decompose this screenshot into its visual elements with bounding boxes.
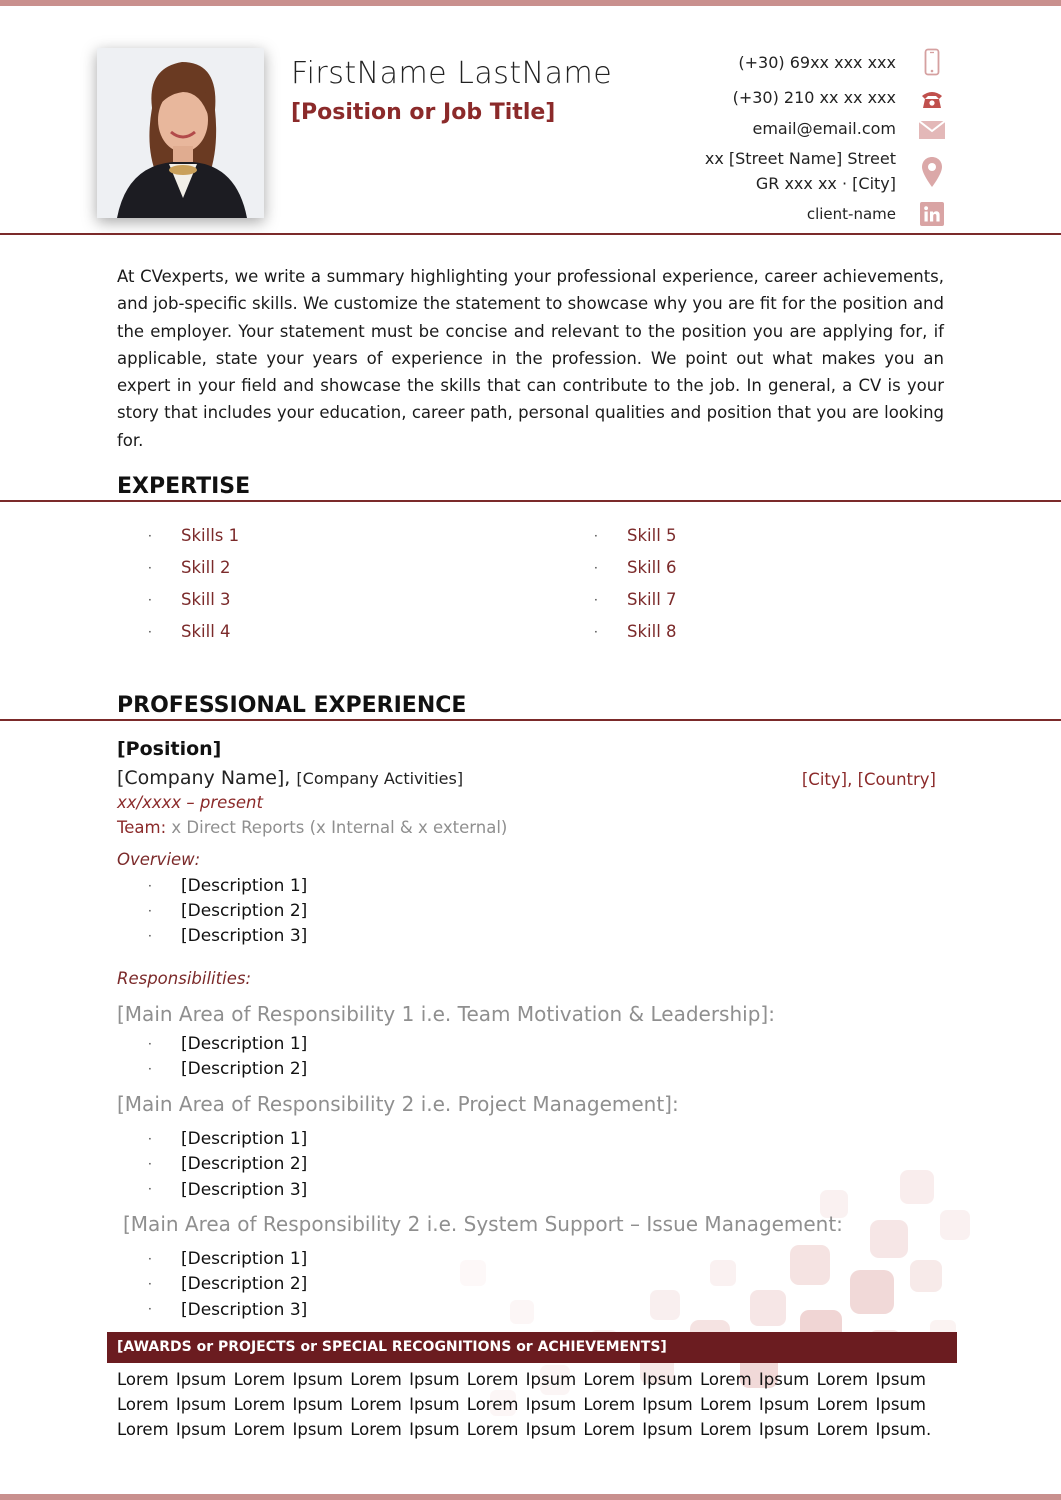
- experience-divider: [0, 719, 1061, 721]
- list-bullet: ·: [148, 1182, 152, 1196]
- profile-photo: [97, 48, 264, 218]
- company-activities: [Company Activities]: [296, 769, 464, 788]
- employment-dates: xx/xxxx – present: [117, 793, 263, 812]
- location-pin-icon: [919, 157, 945, 187]
- skill-item: Skill 4: [181, 622, 231, 641]
- awards-text-line: Lorem Ipsum Lorem Ipsum Lorem Ipsum Lorem Ipsum Lorem Ipsum Lorem Ipsum Lorem Ipsum.: [117, 1420, 932, 1439]
- responsibility-item: [Description 3]: [181, 1180, 308, 1200]
- responsibility-item: [Description 1]: [181, 1034, 308, 1054]
- skill-item: Skill 6: [627, 558, 677, 577]
- skill-bullet: ·: [148, 593, 152, 607]
- mobile-phone-icon: [919, 49, 945, 75]
- linkedin-handle[interactable]: client-name: [806, 205, 896, 223]
- skill-item: Skill 5: [627, 526, 677, 545]
- awards-heading-bar: [AWARDS or PROJECTS or SPECIAL RECOGNITIONS or ACHIEVEMENTS]: [107, 1332, 957, 1363]
- overview-item: [Description 3]: [181, 926, 308, 946]
- top-accent-bar: [0, 0, 1061, 6]
- job-title: [Position or Job Title]: [291, 100, 556, 125]
- list-bullet: ·: [148, 1277, 152, 1291]
- job-location: [City], [Country]: [801, 770, 936, 789]
- awards-text-line: Lorem Ipsum Lorem Ipsum Lorem Ipsum Lorem Ipsum Lorem Ipsum Lorem Ipsum Lorem Ipsum: [117, 1370, 926, 1389]
- professional-summary: At CVexperts, we write a summary highlighting your professional experience, career achievements, and job-specific skills. We customize the statement to showcase why you are fit for the position and the employer. Your statement must be concise and relevant to the position you are applying for, if applicable, state your years of experience in the profession. We point out what makes you an expert in your field and showcase the skills that can contribute to the job. In general, a CV is your story that includes your education, career path, personal qualities and position that you are looking for.: [117, 267, 944, 450]
- skill-item: Skills 1: [181, 526, 240, 545]
- company-name: [Company Name],: [117, 767, 291, 789]
- address-line-1: xx [Street Name] Street: [704, 149, 896, 168]
- overview-item: [Description 1]: [181, 876, 308, 896]
- email-address[interactable]: email@email.com: [752, 119, 896, 138]
- list-bullet: ·: [148, 904, 152, 918]
- position-title: [Position]: [117, 738, 222, 760]
- expertise-divider: [0, 500, 1061, 502]
- overview-item: [Description 2]: [181, 901, 308, 921]
- skill-item: Skill 2: [181, 558, 231, 577]
- responsibility-item: [Description 1]: [181, 1129, 308, 1149]
- decorative-squares-pattern: [450, 1150, 1010, 1490]
- list-bullet: ·: [148, 1132, 152, 1146]
- skill-bullet: ·: [148, 561, 152, 575]
- list-bullet: ·: [148, 1037, 152, 1051]
- list-bullet: ·: [148, 1062, 152, 1076]
- responsibility-item: [Description 2]: [181, 1274, 308, 1294]
- skill-item: Skill 8: [627, 622, 677, 641]
- skill-bullet: ·: [148, 625, 152, 639]
- list-bullet: ·: [148, 929, 152, 943]
- header-divider: [0, 233, 1061, 235]
- responsibility-area-title: [Main Area of Responsibility 2 i.e. System Support – Issue Management:: [123, 1212, 843, 1236]
- expertise-heading: EXPERTISE: [117, 474, 251, 499]
- skill-bullet: ·: [594, 593, 598, 607]
- skill-bullet: ·: [148, 529, 152, 543]
- responsibility-item: [Description 2]: [181, 1059, 308, 1079]
- list-bullet: ·: [148, 1252, 152, 1266]
- address-line-2: GR xxx xx · [City]: [755, 174, 896, 193]
- responsibilities-label: Responsibilities:: [117, 969, 252, 988]
- experience-heading: PROFESSIONAL EXPERIENCE: [117, 693, 467, 718]
- mobile-number[interactable]: (+30) 69xx xxx xxx: [738, 53, 896, 72]
- full-name: FirstName LastName: [291, 56, 613, 91]
- team-info: [117, 818, 507, 837]
- list-bullet: ·: [148, 1157, 152, 1171]
- skill-bullet: ·: [594, 625, 598, 639]
- list-bullet: ·: [148, 879, 152, 893]
- envelope-icon: [919, 117, 945, 143]
- responsibility-area-title: [Main Area of Responsibility 1 i.e. Team Motivation & Leadership]:: [117, 1002, 775, 1026]
- awards-text-line: Lorem Ipsum Lorem Ipsum Lorem Ipsum Lorem Ipsum Lorem Ipsum Lorem Ipsum Lorem Ipsum: [117, 1395, 926, 1414]
- skill-bullet: ·: [594, 561, 598, 575]
- team-label: Team:: [117, 818, 167, 837]
- responsibility-item: [Description 3]: [181, 1300, 308, 1320]
- skill-bullet: ·: [594, 529, 598, 543]
- company-line: [117, 767, 463, 789]
- overview-label: Overview:: [117, 850, 201, 869]
- skill-item: Skill 3: [181, 590, 231, 609]
- telephone-icon: [919, 86, 945, 112]
- phone-number[interactable]: (+30) 210 xx xx xxx: [732, 88, 896, 107]
- linkedin-icon[interactable]: [919, 201, 945, 227]
- bottom-accent-bar: [0, 1494, 1061, 1500]
- responsibility-item: [Description 1]: [181, 1249, 308, 1269]
- team-value: x Direct Reports (x Internal & x external): [171, 818, 508, 837]
- responsibility-item: [Description 2]: [181, 1154, 308, 1174]
- responsibility-area-title: [Main Area of Responsibility 2 i.e. Project Management]:: [117, 1092, 679, 1116]
- skill-item: Skill 7: [627, 590, 677, 609]
- list-bullet: ·: [148, 1302, 152, 1316]
